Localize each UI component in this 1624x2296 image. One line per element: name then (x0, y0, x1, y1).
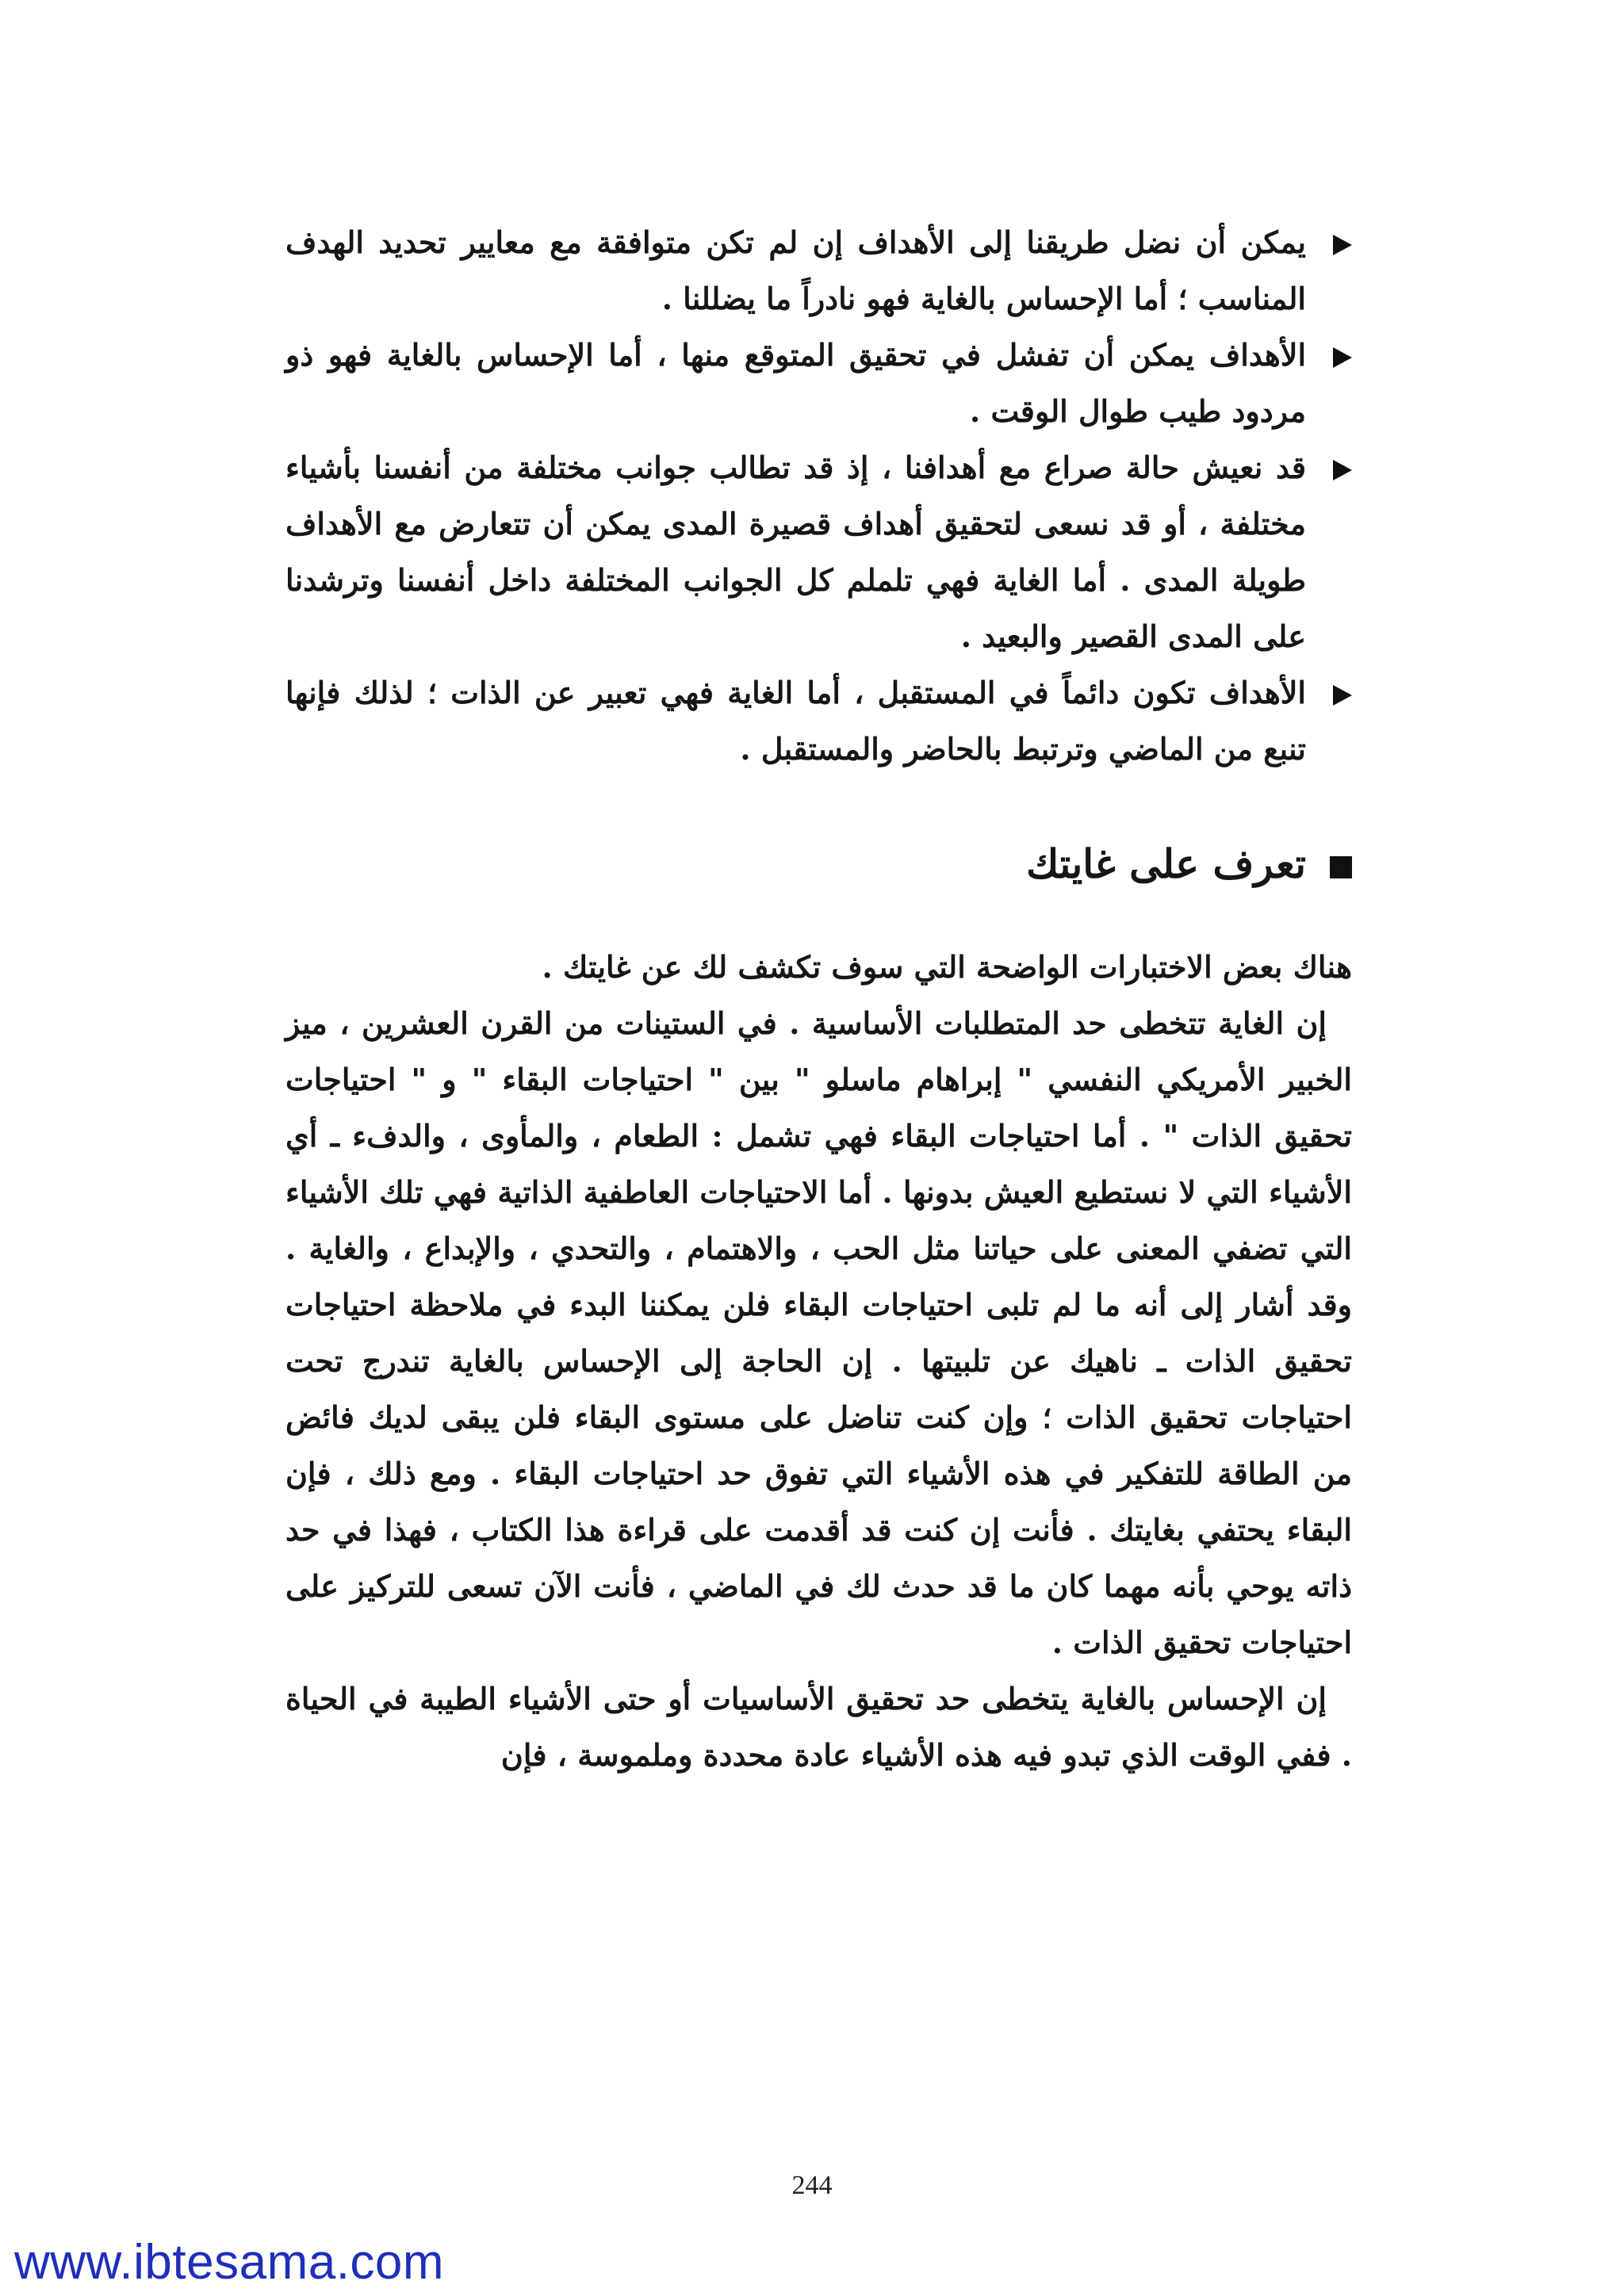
paragraph: إن الإحساس بالغاية يتخطى حد تحقيق الأساسيات أو حتى الأشياء الطيبة في الحياة . ففي الوقت الذي تبدو فيه هذه الأشياء عادة محددة وملموسة ، فإن (285, 1681, 1352, 1773)
triangle-bullet-icon (1333, 347, 1352, 368)
square-bullet-icon (1330, 856, 1352, 878)
triangle-bullet-icon (1333, 460, 1352, 480)
bullet-text: الأهداف يمكن أن تفشل في تحقيق المتوقع منها ، أما الإحساس بالغاية فهو ذو مردود طيب طوال الوقت . (285, 337, 1306, 429)
bullet-text: الأهداف تكون دائماً في المستقبل ، أما الغاية فهي تعبير عن الذات ؛ لذلك فإنها تنبع من الماضي وترتبط بالحاضر والمستقبل . (285, 675, 1306, 767)
bullet-item (285, 327, 1352, 439)
bullet-item (285, 664, 1352, 777)
bullet-list (285, 214, 1352, 777)
paragraph: إن الغاية تتخطى حد المتطلبات الأساسية . في الستينات من القرن العشرين ، ميز الخبير الأمريكي النفسي " إبراهام ماسلو " بين " احتياجات البقاء " و " احتياجات تحقيق الذات " . أما احتياجات البقاء فهي تشمل : الطعام ، والمأوى ، والدفء ـ أي الأشياء التي لا نستطيع العيش بدونها . أما الاحتياجات العاطفية الذاتية فهي تلك الأشياء التي تضفي المعنى على حياتنا مثل الحب ، والاهتمام ، والتحدي ، والإبداع ، والغاية . وقد أشار إلى أنه ما لم تلبى احتياجات البقاء فلن يمكننا البدء في ملاحظة احتياجات تحقيق الذات ـ ناهيك عن تلبيتها . إن الحاجة إلى الإحساس بالغاية تندرج تحت احتياجات تحقيق الذات ؛ وإن كنت تناضل على مستوى البقاء فلن يبقى لديك فائض من الطاقة للتفكير في هذه الأشياء التي تفوق حد احتياجات البقاء . ومع ذلك ، فإن البقاء يحتفي بغايتك . فأنت إن كنت قد أقدمت على قراءة هذا الكتاب ، فهذا في حد ذاته يوحي بأنه مهما كان ما قد حدث لك في الماضي ، فأنت الآن تسعى للتركيز على احتياجات تحقيق الذات . (285, 1005, 1352, 1660)
section-heading (285, 839, 1352, 890)
watermark-url: www.ibtesama.com (14, 2235, 445, 2290)
triangle-bullet-icon (1333, 685, 1352, 706)
triangle-bullet-icon (1333, 235, 1352, 255)
bullet-item (285, 214, 1352, 327)
page-number: 244 (791, 2171, 833, 2200)
page-body (285, 214, 1352, 1783)
bullet-text: قد نعيش حالة صراع مع أهدافنا ، إذ قد تطالب جوانب مختلفة من أنفسنا بأشياء مختلفة ، أو قد نسعى لتحقيق أهداف قصيرة المدى يمكن أن تتعارض مع الأهداف طويلة المدى . أما الغاية فهي تلملم كل الجوانب المختلفة داخل أنفسنا وترشدنا على المدى القصير والبعيد . (285, 450, 1306, 654)
paragraph: هناك بعض الاختبارات الواضحة التي سوف تكشف لك عن غايتك . (542, 949, 1352, 985)
bullet-item (285, 439, 1352, 664)
bullet-text: يمكن أن نضل طريقنا إلى الأهداف إن لم تكن متوافقة مع معايير تحديد الهدف المناسب ؛ أما الإحساس بالغاية فهو نادراً ما يضللنا . (285, 224, 1306, 316)
section-heading-text: تعرف على غايتك (1026, 840, 1306, 887)
